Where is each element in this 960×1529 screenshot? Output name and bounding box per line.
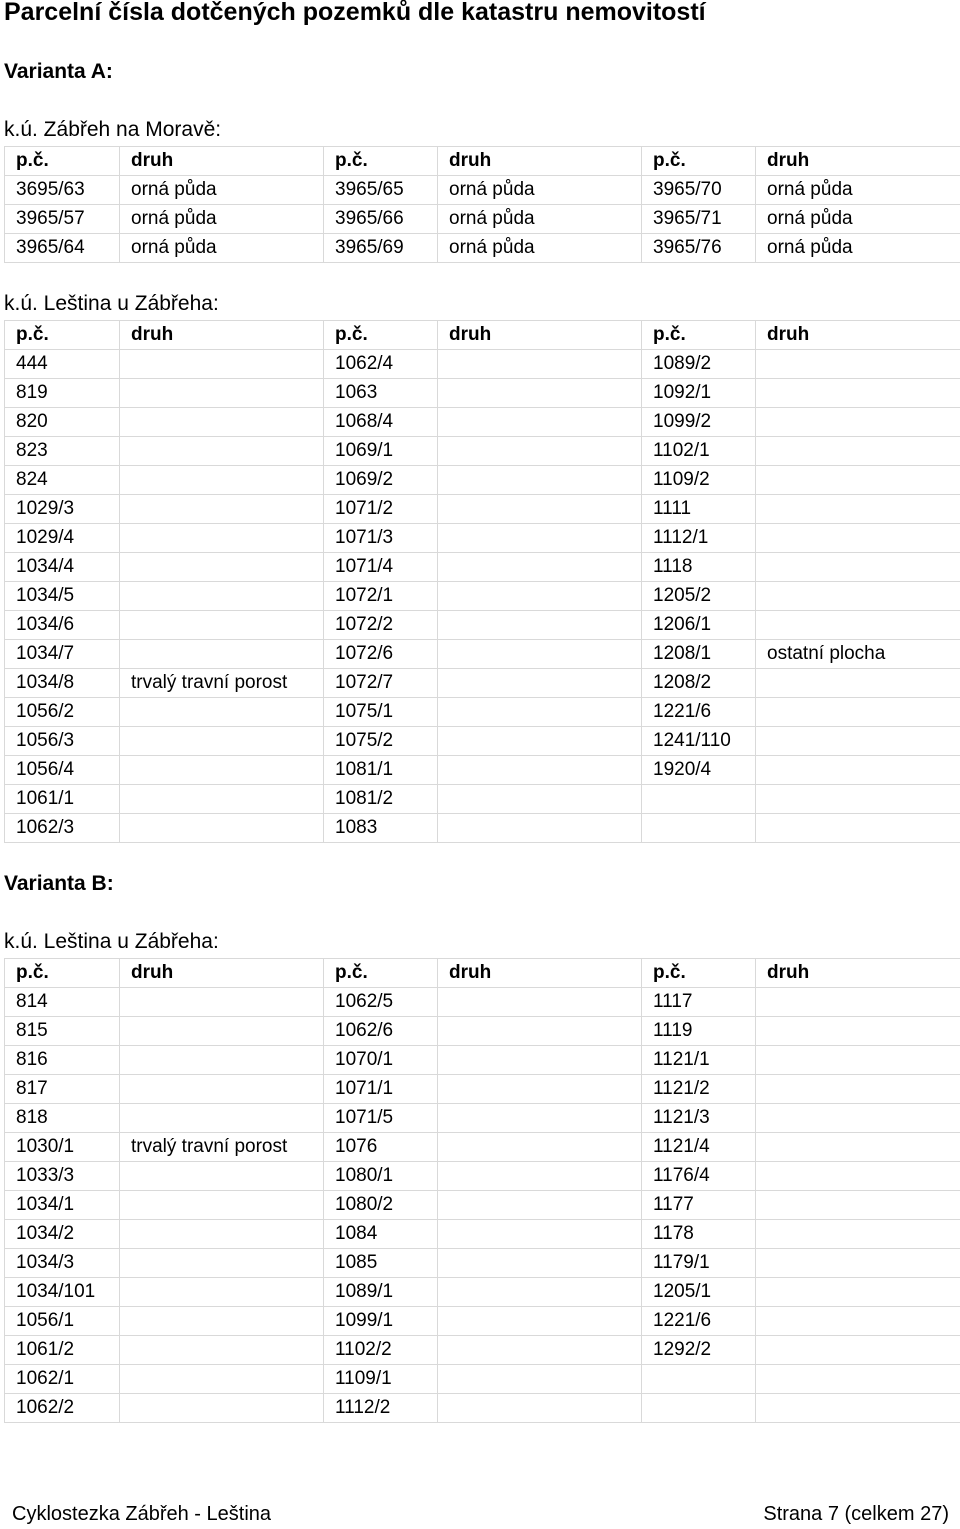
- land-type-cell: [756, 495, 960, 524]
- parcel-number-cell: 1062/4: [324, 350, 438, 379]
- parcel-number-cell: 1221/6: [642, 1307, 756, 1336]
- parcel-number-cell: 444: [5, 350, 120, 379]
- land-type-cell: [120, 785, 324, 814]
- column-header-parcel-number: p.č.: [324, 959, 438, 988]
- parcel-number-cell: 1034/8: [5, 669, 120, 698]
- land-type-cell: [438, 437, 642, 466]
- parcel-number-cell: 1117: [642, 988, 756, 1017]
- land-type-cell: [120, 1365, 324, 1394]
- land-type-cell: orná půda: [438, 176, 642, 205]
- parcel-number-cell: 1920/4: [642, 756, 756, 785]
- table-row: [5, 756, 960, 785]
- parcel-number-cell: 1292/2: [642, 1336, 756, 1365]
- land-type-cell: [120, 756, 324, 785]
- parcel-number-cell: 3965/76: [642, 234, 756, 263]
- parcel-number-cell: 1081/2: [324, 785, 438, 814]
- column-header-land-type: druh: [756, 321, 960, 350]
- table-row: [5, 553, 960, 582]
- table-row: [5, 1075, 960, 1104]
- parcel-number-cell: 3965/64: [5, 234, 120, 263]
- land-type-cell: [438, 408, 642, 437]
- parcel-number-cell: 1205/1: [642, 1278, 756, 1307]
- parcel-number-cell: 1069/2: [324, 466, 438, 495]
- table-row: [5, 1104, 960, 1133]
- land-type-cell: [438, 988, 642, 1017]
- parcel-number-cell: 1075/2: [324, 727, 438, 756]
- parcel-number-cell: 814: [5, 988, 120, 1017]
- land-type-cell: [120, 408, 324, 437]
- parcel-number-cell: 1099/2: [642, 408, 756, 437]
- land-type-cell: [756, 437, 960, 466]
- land-type-cell: [438, 669, 642, 698]
- parcel-number-cell: 1034/101: [5, 1278, 120, 1307]
- land-type-cell: [438, 785, 642, 814]
- footer-document-name: Cyklostezka Zábřeh - Leština: [12, 1503, 272, 1525]
- land-type-cell: [756, 814, 960, 843]
- table-header-row: [5, 321, 960, 350]
- parcel-number-cell: 1179/1: [642, 1249, 756, 1278]
- section-heading-zabreh: k.ú. Zábřeh na Moravě:: [4, 118, 222, 141]
- parcel-number-cell: 1089/1: [324, 1278, 438, 1307]
- land-type-cell: [438, 698, 642, 727]
- land-type-cell: [120, 1278, 324, 1307]
- land-type-cell: [756, 466, 960, 495]
- parcel-number-cell: 1071/3: [324, 524, 438, 553]
- parcel-number-cell: 1102/2: [324, 1336, 438, 1365]
- parcel-number-cell: 1029/3: [5, 495, 120, 524]
- parcel-number-cell: 818: [5, 1104, 120, 1133]
- table-row: [5, 176, 960, 205]
- parcel-number-cell: 1176/4: [642, 1162, 756, 1191]
- land-type-cell: orná půda: [120, 176, 324, 205]
- land-type-cell: [756, 1104, 960, 1133]
- land-type-cell: [438, 1046, 642, 1075]
- land-type-cell: [438, 466, 642, 495]
- land-type-cell: [756, 698, 960, 727]
- land-type-cell: orná půda: [756, 176, 960, 205]
- parcel-number-cell: 1034/4: [5, 553, 120, 582]
- land-type-cell: [120, 1249, 324, 1278]
- parcel-number-cell: 1121/4: [642, 1133, 756, 1162]
- land-type-cell: [756, 611, 960, 640]
- parcel-number-cell: 1072/6: [324, 640, 438, 669]
- parcel-number-cell: 1080/2: [324, 1191, 438, 1220]
- parcel-number-cell: 1062/6: [324, 1017, 438, 1046]
- table-row: [5, 437, 960, 466]
- land-type-cell: [438, 1365, 642, 1394]
- column-header-land-type: druh: [120, 959, 324, 988]
- parcel-number-cell: 1034/3: [5, 1249, 120, 1278]
- parcel-number-cell: 1056/2: [5, 698, 120, 727]
- variant-b-heading: Varianta B:: [4, 872, 114, 895]
- land-type-cell: [438, 1133, 642, 1162]
- land-type-cell: [756, 1365, 960, 1394]
- parcel-number-cell: 1081/1: [324, 756, 438, 785]
- land-type-cell: [438, 1249, 642, 1278]
- parcel-number-cell: 1034/2: [5, 1220, 120, 1249]
- land-type-cell: [120, 1394, 324, 1423]
- land-type-cell: [120, 524, 324, 553]
- parcel-table-zabreh: [4, 146, 960, 263]
- table-row: [5, 495, 960, 524]
- land-type-cell: [756, 379, 960, 408]
- parcel-number-cell: 1102/1: [642, 437, 756, 466]
- table-row: [5, 1278, 960, 1307]
- land-type-cell: [756, 1191, 960, 1220]
- parcel-number-cell: 1206/1: [642, 611, 756, 640]
- parcel-number-cell: 1062/5: [324, 988, 438, 1017]
- land-type-cell: [756, 1046, 960, 1075]
- land-type-cell: orná půda: [438, 205, 642, 234]
- parcel-number-cell: 820: [5, 408, 120, 437]
- land-type-cell: [438, 1075, 642, 1104]
- parcel-number-cell: 1071/2: [324, 495, 438, 524]
- land-type-cell: [120, 1046, 324, 1075]
- parcel-number-cell: 1062/2: [5, 1394, 120, 1423]
- land-type-cell: orná půda: [120, 205, 324, 234]
- parcel-number-cell: 1111: [642, 495, 756, 524]
- table-row: [5, 640, 960, 669]
- table-row: [5, 1162, 960, 1191]
- parcel-number-cell: 1034/1: [5, 1191, 120, 1220]
- parcel-table-lestina-b: [4, 958, 960, 1423]
- land-type-cell: [756, 1133, 960, 1162]
- land-type-cell: [120, 1191, 324, 1220]
- parcel-number-cell: 1221/6: [642, 698, 756, 727]
- parcel-number-cell: 817: [5, 1075, 120, 1104]
- land-type-cell: orná půda: [756, 234, 960, 263]
- parcel-number-cell: 1208/1: [642, 640, 756, 669]
- parcel-number-cell: 1030/1: [5, 1133, 120, 1162]
- table-row: [5, 727, 960, 756]
- parcel-number-cell: [642, 814, 756, 843]
- parcel-number-cell: 1061/1: [5, 785, 120, 814]
- land-type-cell: ostatní plocha: [756, 640, 960, 669]
- land-type-cell: [756, 988, 960, 1017]
- table-row: [5, 1220, 960, 1249]
- column-header-parcel-number: p.č.: [5, 321, 120, 350]
- parcel-number-cell: 1062/1: [5, 1365, 120, 1394]
- table-row: [5, 350, 960, 379]
- land-type-cell: [120, 1017, 324, 1046]
- land-type-cell: [756, 1307, 960, 1336]
- parcel-number-cell: 1076: [324, 1133, 438, 1162]
- parcel-number-cell: 1068/4: [324, 408, 438, 437]
- table-row: [5, 524, 960, 553]
- parcel-number-cell: 816: [5, 1046, 120, 1075]
- table-row: [5, 1307, 960, 1336]
- land-type-cell: [120, 437, 324, 466]
- land-type-cell: [438, 1394, 642, 1423]
- land-type-cell: [438, 1307, 642, 1336]
- parcel-number-cell: 1099/1: [324, 1307, 438, 1336]
- parcel-number-cell: 1085: [324, 1249, 438, 1278]
- parcel-number-cell: 1056/3: [5, 727, 120, 756]
- parcel-number-cell: 1029/4: [5, 524, 120, 553]
- parcel-number-cell: 1080/1: [324, 1162, 438, 1191]
- column-header-land-type: druh: [756, 147, 960, 176]
- land-type-cell: [120, 466, 324, 495]
- parcel-number-cell: 1109/1: [324, 1365, 438, 1394]
- land-type-cell: [120, 814, 324, 843]
- parcel-number-cell: 1084: [324, 1220, 438, 1249]
- parcel-number-cell: 3965/57: [5, 205, 120, 234]
- land-type-cell: [438, 1162, 642, 1191]
- parcel-number-cell: 1092/1: [642, 379, 756, 408]
- land-type-cell: [438, 524, 642, 553]
- parcel-number-cell: 1072/1: [324, 582, 438, 611]
- section-heading-lestina-b: k.ú. Leština u Zábřeha:: [4, 930, 219, 953]
- table-row: [5, 1046, 960, 1075]
- table-row: [5, 1365, 960, 1394]
- parcel-number-cell: 1112/2: [324, 1394, 438, 1423]
- land-type-cell: [120, 1336, 324, 1365]
- land-type-cell: orná půda: [120, 234, 324, 263]
- land-type-cell: [756, 669, 960, 698]
- footer-page-number: Strana 7 (celkem 27): [763, 1503, 949, 1525]
- parcel-number-cell: 1034/5: [5, 582, 120, 611]
- land-type-cell: [756, 1017, 960, 1046]
- parcel-number-cell: 1071/1: [324, 1075, 438, 1104]
- variant-a-heading: Varianta A:: [4, 60, 113, 83]
- land-type-cell: [120, 582, 324, 611]
- parcel-number-cell: [642, 1365, 756, 1394]
- column-header-land-type: druh: [438, 959, 642, 988]
- section-heading-lestina-a: k.ú. Leština u Zábřeha:: [4, 292, 219, 315]
- land-type-cell: [120, 698, 324, 727]
- parcel-number-cell: 1112/1: [642, 524, 756, 553]
- parcel-number-cell: 3695/63: [5, 176, 120, 205]
- land-type-cell: [438, 756, 642, 785]
- table-row: [5, 698, 960, 727]
- page-title: Parcelní čísla dotčených pozemků dle katastru nemovitostí: [4, 0, 706, 26]
- parcel-number-cell: 1070/1: [324, 1046, 438, 1075]
- parcel-number-cell: [642, 785, 756, 814]
- land-type-cell: [438, 350, 642, 379]
- parcel-number-cell: 1208/2: [642, 669, 756, 698]
- land-type-cell: orná půda: [438, 234, 642, 263]
- land-type-cell: [120, 495, 324, 524]
- land-type-cell: [438, 1104, 642, 1133]
- table-row: [5, 814, 960, 843]
- land-type-cell: [756, 582, 960, 611]
- land-type-cell: [756, 1249, 960, 1278]
- land-type-cell: [756, 1162, 960, 1191]
- parcel-number-cell: 1056/1: [5, 1307, 120, 1336]
- parcel-number-cell: 3965/66: [324, 205, 438, 234]
- land-type-cell: [120, 1307, 324, 1336]
- parcel-number-cell: 1075/1: [324, 698, 438, 727]
- table-row: [5, 1336, 960, 1365]
- land-type-cell: [438, 1336, 642, 1365]
- land-type-cell: [756, 553, 960, 582]
- parcel-number-cell: 1033/3: [5, 1162, 120, 1191]
- table-row: [5, 785, 960, 814]
- land-type-cell: [756, 1394, 960, 1423]
- column-header-parcel-number: p.č.: [324, 147, 438, 176]
- land-type-cell: [438, 640, 642, 669]
- table-row: [5, 1133, 960, 1162]
- parcel-number-cell: [642, 1394, 756, 1423]
- parcel-number-cell: 1121/3: [642, 1104, 756, 1133]
- parcel-number-cell: 1241/110: [642, 727, 756, 756]
- table-row: [5, 1017, 960, 1046]
- parcel-number-cell: 1109/2: [642, 466, 756, 495]
- land-type-cell: [756, 1278, 960, 1307]
- land-type-cell: [438, 495, 642, 524]
- parcel-number-cell: 3965/65: [324, 176, 438, 205]
- parcel-number-cell: 1034/6: [5, 611, 120, 640]
- column-header-land-type: druh: [120, 147, 324, 176]
- table-row: [5, 205, 960, 234]
- land-type-cell: [120, 1220, 324, 1249]
- land-type-cell: [120, 727, 324, 756]
- parcel-number-cell: 1121/2: [642, 1075, 756, 1104]
- parcel-number-cell: 824: [5, 466, 120, 495]
- land-type-cell: [438, 379, 642, 408]
- column-header-parcel-number: p.č.: [5, 147, 120, 176]
- land-type-cell: [438, 727, 642, 756]
- land-type-cell: trvalý travní porost: [120, 669, 324, 698]
- parcel-number-cell: 1061/2: [5, 1336, 120, 1365]
- land-type-cell: [756, 756, 960, 785]
- parcel-number-cell: 1062/3: [5, 814, 120, 843]
- parcel-number-cell: 1083: [324, 814, 438, 843]
- parcel-number-cell: 1071/4: [324, 553, 438, 582]
- parcel-number-cell: 3965/70: [642, 176, 756, 205]
- parcel-number-cell: 1119: [642, 1017, 756, 1046]
- table-row: [5, 1191, 960, 1220]
- column-header-land-type: druh: [438, 321, 642, 350]
- land-type-cell: [438, 611, 642, 640]
- land-type-cell: [120, 611, 324, 640]
- table-row: [5, 1249, 960, 1278]
- parcel-number-cell: 1034/7: [5, 640, 120, 669]
- column-header-land-type: druh: [756, 959, 960, 988]
- parcel-table-lestina-a: [4, 320, 960, 843]
- column-header-parcel-number: p.č.: [642, 321, 756, 350]
- land-type-cell: [438, 1191, 642, 1220]
- land-type-cell: [438, 1017, 642, 1046]
- parcel-number-cell: 3965/71: [642, 205, 756, 234]
- parcel-number-cell: 1178: [642, 1220, 756, 1249]
- land-type-cell: [120, 1104, 324, 1133]
- land-type-cell: [756, 1075, 960, 1104]
- column-header-parcel-number: p.č.: [642, 959, 756, 988]
- land-type-cell: [120, 1075, 324, 1104]
- land-type-cell: [756, 1336, 960, 1365]
- table-row: [5, 611, 960, 640]
- table-row: [5, 466, 960, 495]
- parcel-number-cell: 1089/2: [642, 350, 756, 379]
- column-header-parcel-number: p.č.: [642, 147, 756, 176]
- land-type-cell: [438, 1220, 642, 1249]
- land-type-cell: [120, 553, 324, 582]
- land-type-cell: [756, 408, 960, 437]
- table-row: [5, 408, 960, 437]
- land-type-cell: [120, 350, 324, 379]
- parcel-number-cell: 1205/2: [642, 582, 756, 611]
- table-row: [5, 582, 960, 611]
- parcel-number-cell: 815: [5, 1017, 120, 1046]
- table-row: [5, 379, 960, 408]
- land-type-cell: [756, 727, 960, 756]
- land-type-cell: [120, 379, 324, 408]
- column-header-parcel-number: p.č.: [324, 321, 438, 350]
- column-header-land-type: druh: [120, 321, 324, 350]
- parcel-number-cell: 1056/4: [5, 756, 120, 785]
- parcel-number-cell: 819: [5, 379, 120, 408]
- land-type-cell: [120, 1162, 324, 1191]
- parcel-number-cell: 823: [5, 437, 120, 466]
- table-row: [5, 988, 960, 1017]
- land-type-cell: [756, 1220, 960, 1249]
- land-type-cell: [756, 524, 960, 553]
- table-header-row: [5, 147, 960, 176]
- land-type-cell: [120, 640, 324, 669]
- land-type-cell: [438, 1278, 642, 1307]
- column-header-parcel-number: p.č.: [5, 959, 120, 988]
- table-row: [5, 669, 960, 698]
- land-type-cell: [438, 582, 642, 611]
- parcel-number-cell: 1063: [324, 379, 438, 408]
- land-type-cell: [438, 553, 642, 582]
- land-type-cell: [438, 814, 642, 843]
- table-header-row: [5, 959, 960, 988]
- parcel-number-cell: 1121/1: [642, 1046, 756, 1075]
- land-type-cell: orná půda: [756, 205, 960, 234]
- parcel-number-cell: 1177: [642, 1191, 756, 1220]
- land-type-cell: [120, 988, 324, 1017]
- parcel-number-cell: 3965/69: [324, 234, 438, 263]
- parcel-number-cell: 1072/7: [324, 669, 438, 698]
- parcel-number-cell: 1118: [642, 553, 756, 582]
- column-header-land-type: druh: [438, 147, 642, 176]
- parcel-number-cell: 1072/2: [324, 611, 438, 640]
- table-row: [5, 234, 960, 263]
- table-row: [5, 1394, 960, 1423]
- land-type-cell: [756, 785, 960, 814]
- parcel-number-cell: 1069/1: [324, 437, 438, 466]
- parcel-number-cell: 1071/5: [324, 1104, 438, 1133]
- land-type-cell: [756, 350, 960, 379]
- land-type-cell: trvalý travní porost: [120, 1133, 324, 1162]
